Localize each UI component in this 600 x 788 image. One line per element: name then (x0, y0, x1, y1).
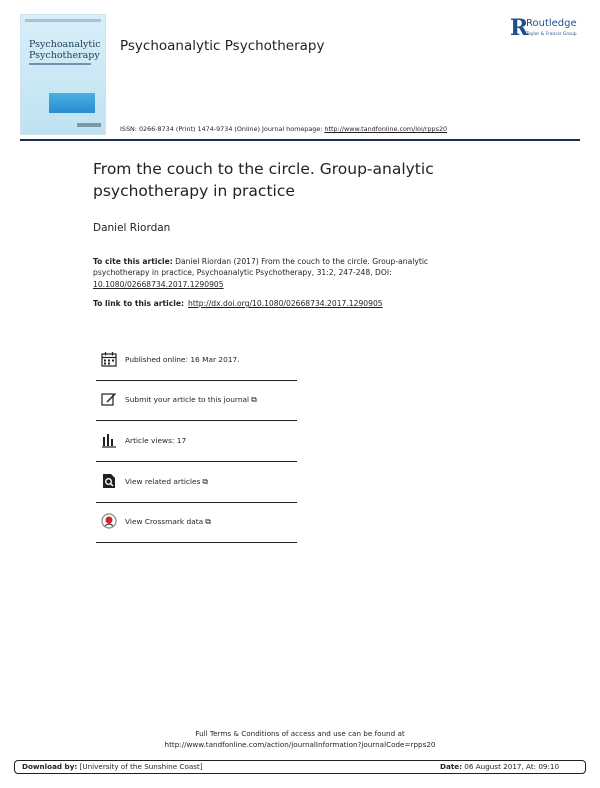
cover-title: Psychoanalytic Psychotherapy (29, 39, 101, 61)
terms-url[interactable]: http://www.tandfonline.com/action/journalInformation?journalCode=rpps20 (164, 740, 436, 749)
routledge-r-icon: R (510, 15, 529, 41)
calendar-icon (101, 351, 117, 367)
downloaded-by-value: [University of the Sunshine Coast] (77, 762, 203, 771)
cover-publisher-mark (77, 123, 101, 127)
cover-header-strip (25, 19, 101, 22)
bar-chart-icon (101, 432, 117, 448)
header-divider (20, 139, 580, 141)
citation-text: Daniel Riordan (2017) From the couch to the circle. Group-analytic psychotherapy in practice, Psychoanalytic Psychotherapy, 31:2, 247-248, DOI: (93, 257, 429, 278)
citation-block (93, 256, 468, 290)
article-link[interactable]: http://dx.doi.org/10.1080/02668734.2017.1290905 (188, 299, 383, 308)
row-divider (96, 542, 297, 543)
external-link-icon: ⧉ (202, 477, 209, 486)
info-row-submit[interactable] (96, 381, 297, 421)
published-date-text: Published online: 16 Mar 2017. (125, 355, 240, 364)
journal-title[interactable]: Psychoanalytic Psychotherapy (120, 38, 325, 54)
external-link-icon: ⧉ (251, 395, 257, 404)
terms-notice (0, 728, 600, 750)
article-views-text: Article views: 17 (125, 436, 187, 445)
article-link-label: To link to this article: (93, 299, 185, 308)
issn-text: ISSN: 0266-8734 (Print) 1474-9734 (Online) Journal homepage: (120, 125, 325, 133)
download-date-value: 06 August 2017, At: 09:10 (462, 762, 560, 771)
journal-homepage-link[interactable]: http://www.tandfonline.com/loi/rpps20 (324, 125, 448, 133)
citation-label: To cite this article: (93, 257, 173, 266)
publisher-name: Routledge (526, 18, 577, 29)
external-link-icon: ⧉ (205, 517, 211, 526)
downloaded-by-label: Download by: (22, 762, 78, 771)
crossmark-icon (101, 513, 117, 529)
cover-subtitle-strip (29, 63, 91, 65)
download-date-label: Date: (440, 762, 463, 771)
row-divider (96, 420, 297, 421)
article-link-line (93, 299, 383, 308)
info-row-related[interactable] (96, 463, 297, 503)
issn-line (120, 125, 447, 133)
article-title[interactable]: From the couch to the circle. Group-analytic psychotherapy in practice (93, 160, 434, 200)
downloaded-by (22, 762, 203, 771)
publisher-logo (510, 17, 585, 41)
info-row-crossmark[interactable] (96, 503, 297, 543)
article-author: Daniel Riordan (93, 222, 171, 234)
terms-text: Full Terms & Conditions of access and use can be found at (195, 729, 405, 738)
row-divider (96, 461, 297, 462)
info-row-views (96, 422, 297, 462)
journal-cover-image (20, 14, 106, 135)
publisher-subname: Taylor & Francis Group (526, 32, 577, 37)
info-row-published (96, 341, 297, 381)
submit-article-link[interactable]: Submit your article to this journal ⧉ (125, 395, 257, 404)
download-date (440, 762, 559, 771)
crossmark-data-link[interactable]: View Crossmark data ⧉ (125, 517, 211, 526)
submit-icon (101, 391, 117, 407)
doi-link[interactable]: 10.1080/02668734.2017.1290905 (93, 279, 224, 289)
related-search-icon (101, 473, 117, 489)
related-articles-link[interactable]: View related articles ⧉ (125, 477, 209, 486)
cover-blue-band (49, 93, 95, 113)
